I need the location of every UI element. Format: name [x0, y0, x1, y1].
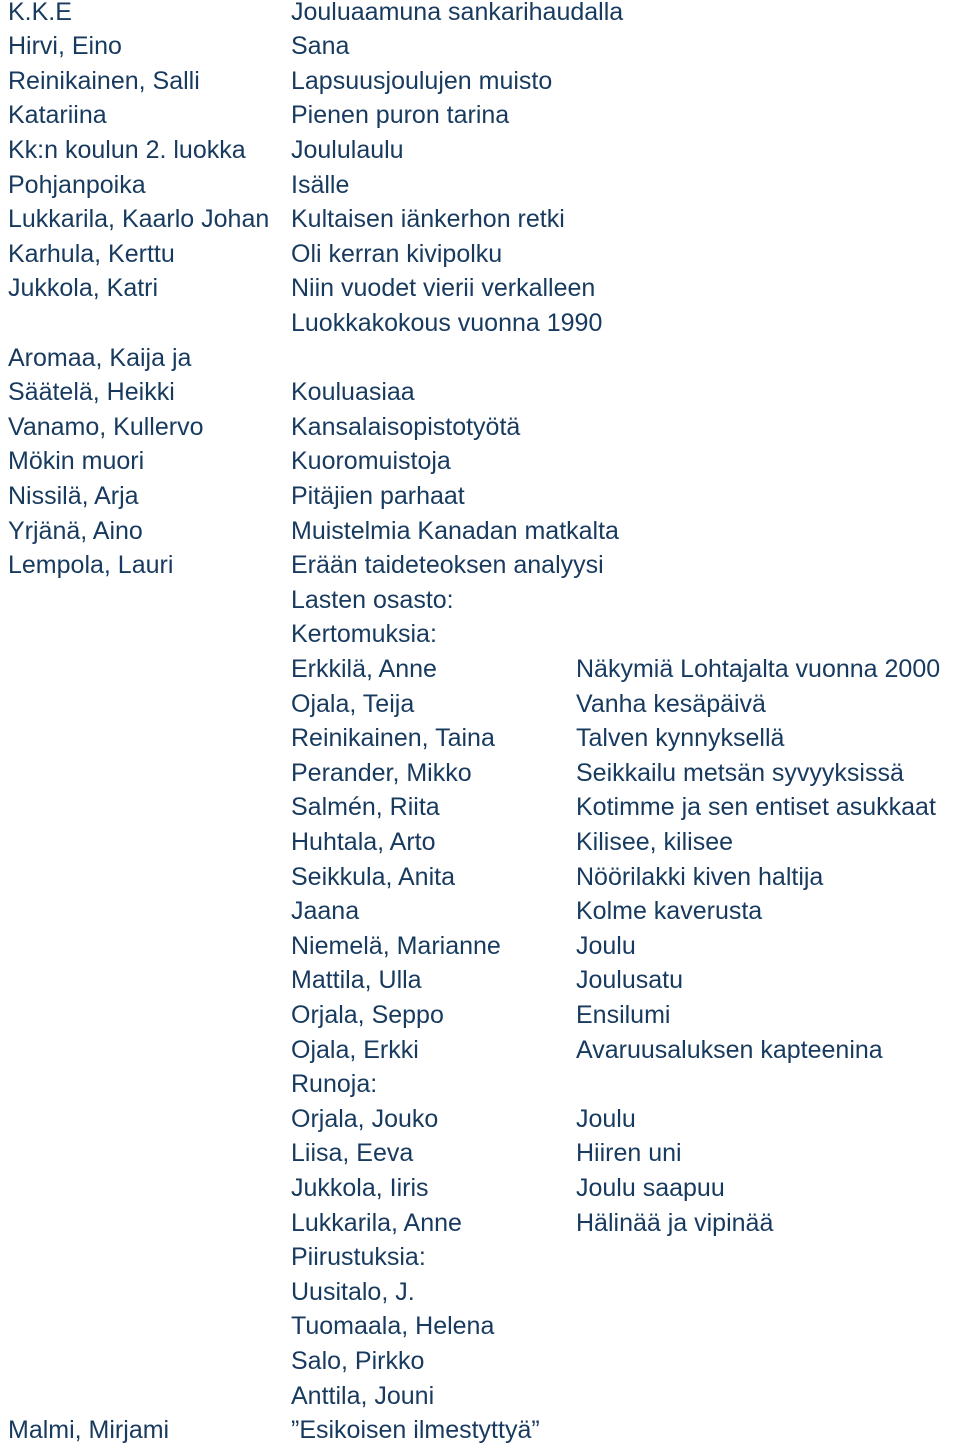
entry-title: Joululaulu — [291, 135, 404, 164]
story-title: Hiiren uni — [576, 1139, 682, 1168]
author-name: Säätelä, Heikki — [8, 378, 175, 407]
entry-title: Lasten osasto: — [291, 585, 454, 614]
entry-title: Liisa, Eeva — [291, 1139, 414, 1168]
entry-title: Huhtala, Arto — [291, 827, 436, 856]
story-title: Avaruusaluksen kapteenina — [576, 1035, 883, 1064]
entry-title: Piirustuksia: — [291, 1243, 426, 1272]
author-name: Jukkola, Katri — [8, 274, 159, 303]
entry-title: Pitäjien parhaat — [291, 481, 465, 510]
entry-title: Kertomuksia: — [291, 620, 437, 649]
entry-title: Lukkarila, Anne — [291, 1208, 462, 1237]
entry-title: Kouluasiaa — [291, 378, 415, 407]
author-name: Vanamo, Kullervo — [8, 412, 204, 441]
entry-title: Orjala, Seppo — [291, 1000, 444, 1029]
author-name: Aromaa, Kaija ja — [8, 343, 192, 372]
entry-title: Ojala, Erkki — [291, 1035, 419, 1064]
entry-title: Salmén, Riita — [291, 793, 440, 822]
entry-title: Tuomaala, Helena — [291, 1312, 495, 1341]
entry-title: Reinikainen, Taina — [291, 724, 495, 753]
entry-title: Seikkula, Anita — [291, 862, 455, 891]
entry-title: Kultaisen iänkerhon retki — [291, 205, 565, 234]
entry-title: Ojala, Teija — [291, 689, 415, 718]
story-title: Kotimme ja sen entiset asukkaat — [576, 793, 936, 822]
story-title: Talven kynnyksellä — [576, 724, 785, 753]
story-title: Kilisee, kilisee — [576, 827, 734, 856]
entry-title: Kuoromuistoja — [291, 447, 451, 476]
entry-title: ”Esikoisen ilmestyttyä” — [291, 1416, 540, 1445]
story-title: Seikkailu metsän syvyyksissä — [576, 758, 904, 787]
entry-title: Jaana — [291, 897, 360, 926]
entry-title: Erään taideteoksen analyysi — [291, 551, 604, 580]
entry-title: Mattila, Ulla — [291, 966, 422, 995]
author-name: Kk:n koulun 2. luokka — [8, 135, 246, 164]
author-name: Reinikainen, Salli — [8, 66, 200, 95]
entry-title: Jukkola, Iiris — [291, 1173, 429, 1202]
entry-title: Muistelmia Kanadan matkalta — [291, 516, 619, 545]
author-name: Mökin muori — [8, 447, 145, 476]
entry-title: Lapsuusjoulujen muisto — [291, 66, 553, 95]
author-name: Karhula, Kerttu — [8, 239, 175, 268]
entry-title: Jouluaamuna sankarihaudalla — [291, 0, 624, 26]
entry-title: Sana — [291, 32, 350, 61]
author-name: Lukkarila, Kaarlo Johan — [8, 205, 270, 234]
author-name: Malmi, Mirjami — [8, 1416, 170, 1445]
entry-title: Runoja: — [291, 1070, 378, 1099]
story-title: Joulu — [576, 1104, 636, 1133]
entry-title: Luokkakokous vuonna 1990 — [291, 308, 603, 337]
entry-title: Niin vuodet vierii verkalleen — [291, 274, 596, 303]
story-title: Ensilumi — [576, 1000, 671, 1029]
entry-title: Isälle — [291, 170, 350, 199]
author-name: K.K.E — [8, 0, 72, 26]
author-name: Hirvi, Eino — [8, 32, 122, 61]
author-name: Katariina — [8, 101, 107, 130]
entry-title: Perander, Mikko — [291, 758, 472, 787]
entry-title: Uusitalo, J. — [291, 1277, 415, 1306]
story-title: Joulu saapuu — [576, 1173, 725, 1202]
entry-title: Kansalaisopistotyötä — [291, 412, 521, 441]
entry-title: Anttila, Jouni — [291, 1381, 435, 1410]
author-name: Nissilä, Arja — [8, 481, 139, 510]
author-name: Yrjänä, Aino — [8, 516, 143, 545]
story-title: Nöörilakki kiven haltija — [576, 862, 824, 891]
story-title: Kolme kaverusta — [576, 897, 763, 926]
author-name: Pohjanpoika — [8, 170, 146, 199]
entry-title: Pienen puron tarina — [291, 101, 510, 130]
entry-title: Niemelä, Marianne — [291, 931, 501, 960]
entry-title: Oli kerran kivipolku — [291, 239, 503, 268]
story-title: Joulusatu — [576, 966, 684, 995]
author-name: Lempola, Lauri — [8, 551, 174, 580]
story-title: Hälinää ja vipinää — [576, 1208, 774, 1237]
entry-title: Salo, Pirkko — [291, 1346, 425, 1375]
entry-title: Orjala, Jouko — [291, 1104, 439, 1133]
story-title: Vanha kesäpäivä — [576, 689, 766, 718]
story-title: Joulu — [576, 931, 636, 960]
story-title: Näkymiä Lohtajalta vuonna 2000 — [576, 654, 941, 683]
entry-title: Erkkilä, Anne — [291, 654, 437, 683]
